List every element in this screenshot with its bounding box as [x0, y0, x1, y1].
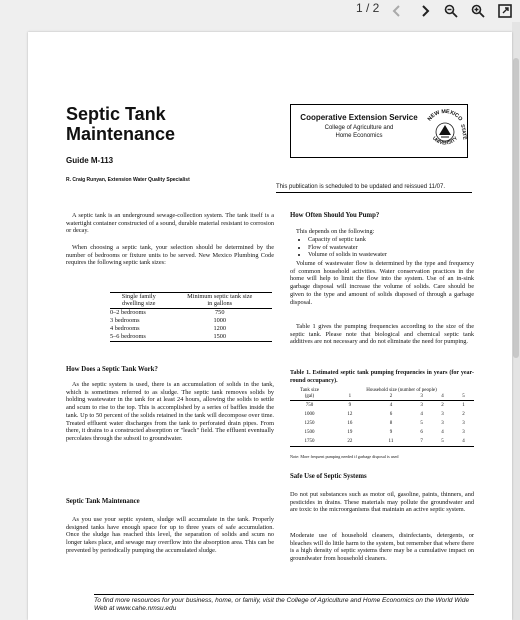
pumping-frequency-paragraph: Table 1 gives the pumping frequencies according to the size of the septic tank. Please note that biological and chemical septic tank additives are not necessary and do not eliminate the need for pumping.: [290, 323, 474, 346]
seal-bottom-text: UNIVERSITY: [430, 136, 460, 147]
zoom-out-button[interactable]: [443, 3, 459, 19]
expand-icon: [498, 4, 512, 18]
table-row: 4 bedrooms 1200: [110, 325, 227, 332]
tank-size-paragraph: When choosing a septic tank, your selection should be determined by the number of bedrooms or fixture units to be served. New Mexico Plumbing Code requires the following septic tank sizes:: [66, 244, 274, 267]
list-item: • Volume of solids in wastewater: [308, 251, 478, 259]
page-indicator: 1 / 2: [356, 1, 380, 15]
zoom-in-icon: [471, 4, 485, 18]
intro-paragraph: A septic tank is an underground sewage-collection system. The tank itself is a watertight container constructed of a sound, durable material resistant to corrosion or decay.: [66, 212, 274, 235]
table-row: 1000 12 6 4 3 2: [304, 412, 465, 417]
table-note: Note: More frequent pumping needed if garbage disposal is used: [290, 454, 399, 459]
safe-use-paragraph: Do not put substances such as motor oil, gasoline, paints, thinners, and pesticides in drains. These materials may pollute the groundwater and are toxic to the microorganisms that maintain an active septic system.: [290, 491, 474, 514]
next-page-button[interactable]: [417, 3, 433, 19]
table-header-gal: (gal): [304, 394, 315, 399]
section-heading-safe-use: Safe Use of Septic Systems: [290, 473, 367, 480]
how-works-paragraph: As the septic system is used, there is an accumulation of solids in the tank, which is sometimes referred to as sludge. The septic tank removes solids by holding wastewater in the tank for at least 24 hours, allowing the solids to settle and scum to rise to the top. This is accomplished by a series of baffles inside the tank. Up to 50 percent of the solids retained in the tank will decompose over time. Treated effluent water discharges from the tank to perforated drain pipes. From there, it drains to a constructed absorption or "leach" field. The effluent eventually percolates through the subsoil to groundwater.: [66, 381, 274, 442]
title-line-1: Septic Tank: [66, 104, 166, 124]
table-caption: Table 1. Estimated septic tank pumping frequencies in years (for year-round occupancy).: [290, 370, 474, 384]
section-heading-maintenance: Septic Tank Maintenance: [66, 498, 140, 505]
wastewater-paragraph: Volume of wastewater flow is determined by the type and frequency of common household activities. Water conservation practices in the home will help to limit the flow into the system. Use of an in-sink garbage disposal will increase the volume of solids. Care should be given to the type and amount of solids disposed of through a garbage disposal.: [290, 260, 474, 306]
nmsu-seal-logo: [420, 104, 470, 158]
table-header-household: Household size (number of people): [366, 388, 437, 393]
table-header-tank-size: Tank size: [300, 388, 319, 393]
previous-page-button[interactable]: [389, 3, 405, 19]
chevron-right-icon: [419, 4, 431, 18]
author-line: R. Craig Runyan, Extension Water Quality Specialist: [66, 177, 190, 183]
table-header-dwelling: Single family dwelling size: [110, 293, 168, 309]
vertical-scrollbar[interactable]: [512, 22, 520, 620]
zoom-in-button[interactable]: [470, 3, 486, 19]
cleaners-paragraph: Moderate use of household cleaners, disinfectants, detergents, or bleaches will do little harm to the system, but remember that where there is a high density of septic systems there may be a cumulative impact on groundwater from household cleaners.: [290, 532, 474, 563]
ces-home-economics: Home Economics: [335, 133, 383, 139]
seal-right-text: STATE: [459, 123, 468, 141]
table-row: 750 9 4 3 2 1: [305, 403, 465, 408]
scrollbar-thumb[interactable]: [513, 58, 519, 358]
seal-top-text: NEW MEXICO: [426, 108, 464, 123]
list-item: • Capacity of septic tank: [308, 236, 478, 244]
footer-resources-note: To find more resources for your business, home, or family, visit the College of Agriculture and Home Economics on the World Wide Web at www.cahe.nmsu.edu: [94, 597, 470, 612]
table-row: 1750 22 11 7 5 4: [304, 439, 465, 444]
chevron-left-icon: [391, 4, 403, 18]
table-header-gallons: Minimum septic tank size in gallons: [168, 293, 273, 309]
ces-college: College of Agriculture and: [324, 125, 394, 131]
ces-title: Cooperative Extension Service: [300, 113, 418, 122]
table-row: 1500 19 9 6 4 3: [304, 430, 465, 435]
depends-paragraph: This depends on the following:: [296, 228, 375, 235]
table-row: 1250 16 8 5 3 3: [304, 421, 465, 426]
section-heading-how-works: How Does a Septic Tank Work?: [66, 366, 158, 373]
title-line-2: Maintenance: [66, 124, 176, 144]
footer-divider: [94, 594, 474, 595]
pdf-page: [28, 32, 512, 620]
ces-subtitle: [293, 124, 425, 140]
list-item: • Flow of wastewater: [308, 244, 478, 252]
document-title: [66, 104, 175, 144]
section-heading-pump: How Often Should You Pump?: [290, 212, 380, 219]
guide-number: Guide M-113: [66, 156, 114, 165]
svg-text:NEW MEXICO: [427, 109, 463, 122]
pump-factors-list: [290, 236, 478, 259]
zoom-out-icon: [444, 4, 458, 18]
maintenance-paragraph: As you use your septic system, sludge will accumulate in the tank. Properly designed tanks have enough space for up to three years of safe accumulation. Once the sludge has reached this level, the separation of solids and scum no longer takes place, and sewage may overflow into the absorption area. This can be prevented by periodically pumping the accumulated sludge.: [66, 516, 274, 554]
table-row: 3 bedrooms 1000: [110, 317, 227, 324]
fullscreen-button[interactable]: [497, 3, 513, 19]
table-row: 0–2 bedrooms 750: [110, 309, 225, 316]
table-row: 5–6 bedrooms 1500: [110, 333, 272, 342]
update-notice: This publication is scheduled to be updated and reissued 11/07.: [276, 184, 446, 190]
pumping-frequency-table: Tank size Household size (number of people) (gal) 1 2 3 4 5 750 9 4 3 2 1 1000 12 6 4 3 2 1250 16 8 5 3 3 1500 19 9 6 4 3 1750 22 11 7 5 4: [290, 388, 474, 447]
header-divider: [276, 192, 472, 193]
tank-size-table: [110, 292, 272, 342]
viewer-toolbar: [0, 0, 520, 22]
